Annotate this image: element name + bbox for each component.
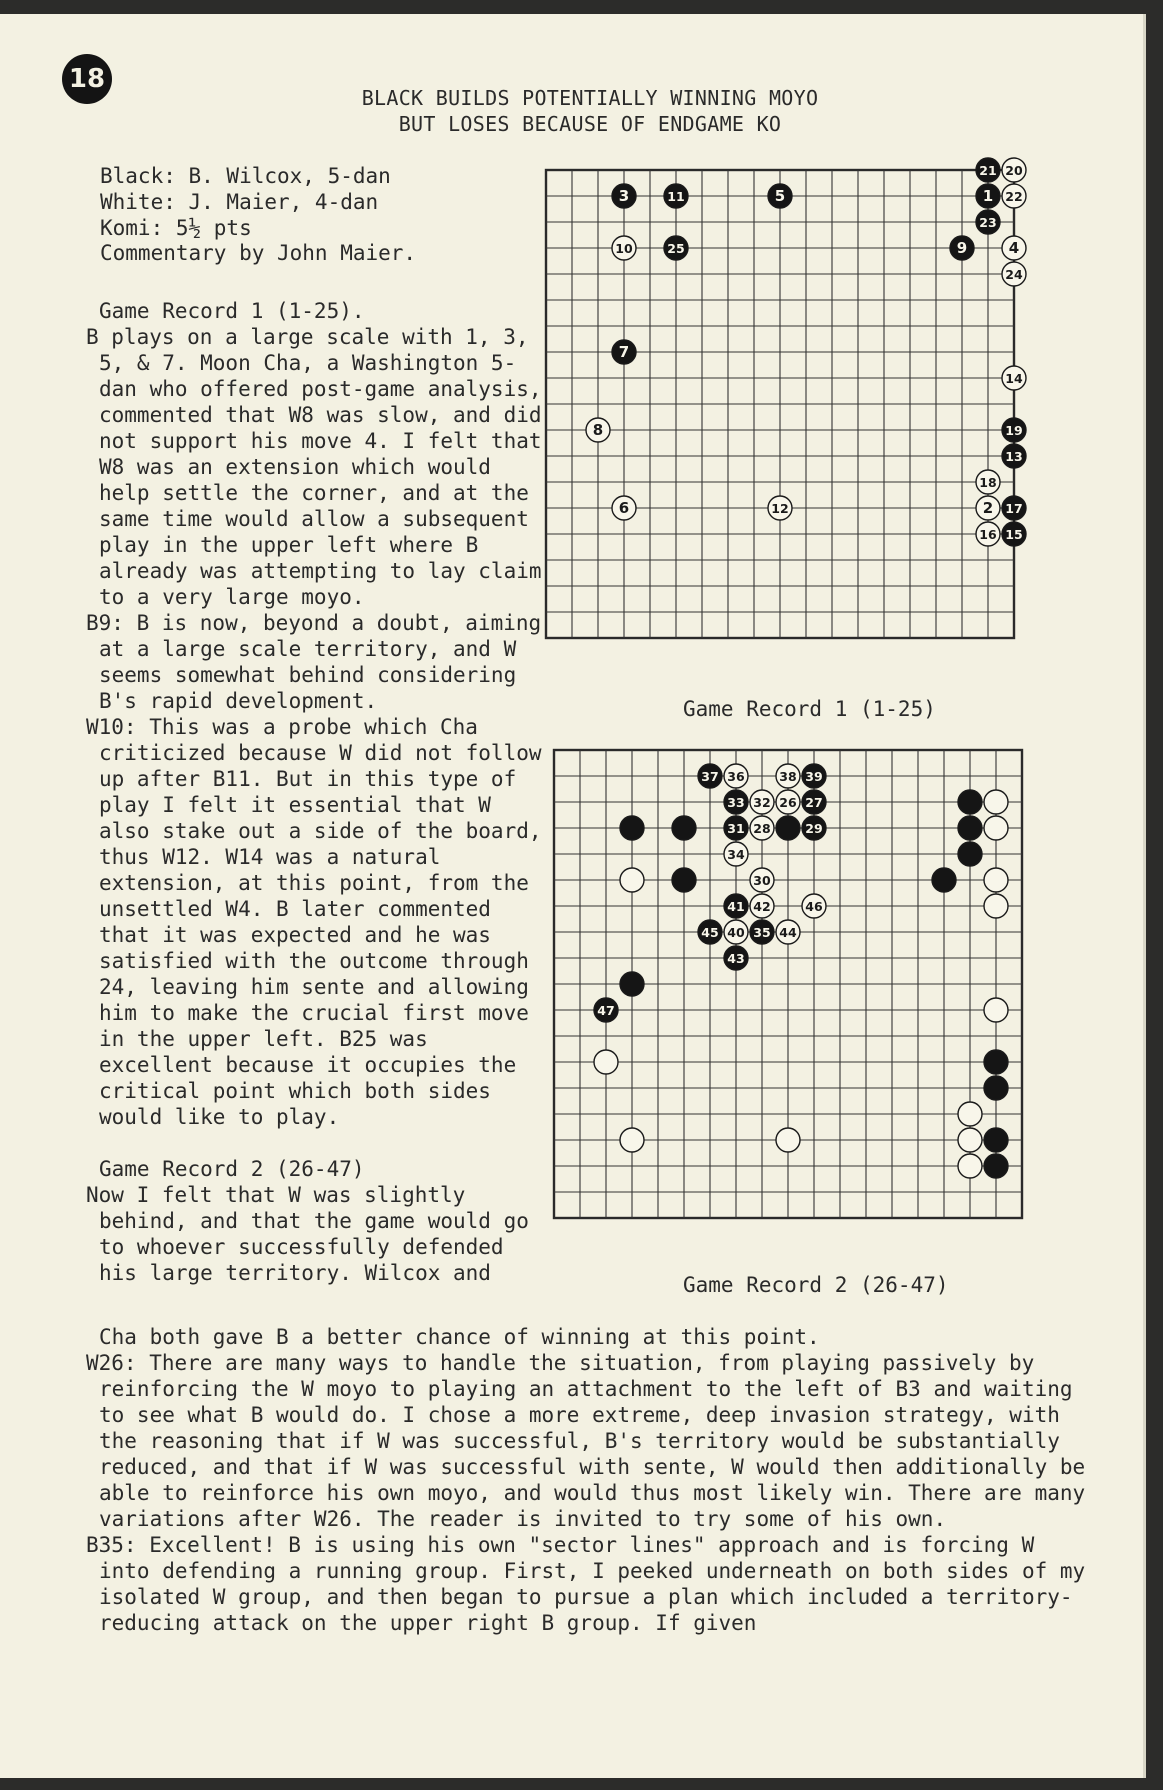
- black-stone-35: [750, 920, 774, 944]
- section-heading-record-1: Game Record 1 (1-25).: [99, 299, 365, 323]
- black-stone: [620, 972, 644, 996]
- move-number: 30: [753, 873, 771, 888]
- white-stone: [984, 790, 1008, 814]
- move-number: 35: [753, 925, 771, 940]
- white-stone-18: [976, 470, 1000, 494]
- move-number: 10: [615, 241, 633, 256]
- white-stone: [984, 816, 1008, 840]
- move-number: 36: [727, 769, 745, 784]
- white-stone-12: [768, 496, 792, 520]
- black-stone-1: [976, 184, 1000, 208]
- white-stone: [958, 1102, 982, 1126]
- move-number: 21: [979, 163, 997, 178]
- move-number: 27: [805, 795, 823, 810]
- move-number: 31: [727, 821, 745, 836]
- black-stone: [958, 842, 982, 866]
- paragraph-now: Now I felt that W was slightly behind, and that the game would go to whoever successfully defended his large territory. Wilcox and: [86, 1183, 529, 1285]
- black-stone-39: [802, 764, 826, 788]
- black-stone-7: [612, 340, 636, 364]
- black-stone: [620, 816, 644, 840]
- section-heading-record-2: Game Record 2 (26-47): [99, 1157, 365, 1181]
- move-number: 11: [667, 189, 685, 204]
- commentary-full-width: [86, 1324, 1086, 1636]
- white-stone: [594, 1050, 618, 1074]
- diagram-caption-2: Game Record 2 (26-47): [683, 1273, 949, 1297]
- move-number: 12: [771, 501, 789, 516]
- move-number: 1: [982, 187, 994, 205]
- move-number: 20: [1005, 163, 1023, 178]
- black-stone-27: [802, 790, 826, 814]
- move-number: 28: [753, 821, 771, 836]
- white-stone-24: [1002, 262, 1026, 286]
- black-stone-43: [724, 946, 748, 970]
- go-board-record-1: [540, 163, 1023, 644]
- black-stone: [776, 816, 800, 840]
- move-number: 46: [805, 899, 823, 914]
- move-number: 16: [979, 527, 997, 542]
- black-stone-21: [976, 158, 1000, 182]
- go-board-record-2: [548, 744, 1028, 1224]
- move-number: 17: [1005, 501, 1023, 516]
- move-number: 42: [753, 899, 771, 914]
- black-stone-29: [802, 816, 826, 840]
- black-stone-19: [1002, 418, 1026, 442]
- white-stone-20: [1002, 158, 1026, 182]
- move-number: 41: [727, 899, 745, 914]
- black-stone-13: [1002, 444, 1026, 468]
- paragraph-b9: B9: B is now, beyond a doubt, aiming at a large scale territory, and W seems somewhat behind considering B's rapid development.: [86, 611, 542, 713]
- move-number: 32: [753, 795, 771, 810]
- white-stone-28: [750, 816, 774, 840]
- move-number: 45: [701, 925, 719, 940]
- white-stone-40: [724, 920, 748, 944]
- page-title-line-2: BUT LOSES BECAUSE OF ENDGAME KO: [398, 112, 782, 136]
- black-stone-45: [698, 920, 722, 944]
- black-stone-17: [1002, 496, 1026, 520]
- white-stone: [984, 998, 1008, 1022]
- black-stone-23: [976, 210, 1000, 234]
- paragraph-w26: W26: There are many ways to handle the situation, from playing passively by reinforcing the W moyo to playing an attachment to the left of B3 and waiting to see what B would do. I chose a more extreme, deep invasion strategy, with the reasoning that if W was successful, B's territory would be substantially reduced, and that if W was successful with sente, W would then additionally be able to reinforce his own moyo, and would thus most likely win. There are many variations after W26. The reader is invited to try some of his own.: [86, 1351, 1086, 1531]
- black-stone: [984, 1076, 1008, 1100]
- move-number: 2: [982, 499, 994, 517]
- black-stone-31: [724, 816, 748, 840]
- commentary-column: [86, 298, 546, 1286]
- move-number: 47: [597, 1003, 615, 1018]
- black-stone-47: [594, 998, 618, 1022]
- black-stone: [984, 1154, 1008, 1178]
- black-stone: [958, 816, 982, 840]
- game-info: [100, 164, 416, 267]
- white-stone-42: [750, 894, 774, 918]
- white-stone-22: [1002, 184, 1026, 208]
- move-number: 18: [979, 475, 997, 490]
- paragraph-w10: W10: This was a probe which Cha criticized because W did not follow up after B11. But in this type of play I felt it essential that W also stake out a side of the board, thus W12. W14 was a natural extension, at this point, from the unsettled W4. B later commented that it was expected and he was satisfied with the outcome through 24, leaving him sente and allowing him to make the crucial first move in the upper left. B25 was excellent because it occupies the critical point which both sides would like to play.: [86, 715, 542, 1129]
- move-number: 14: [1005, 371, 1023, 386]
- page-number-badge: 18: [62, 54, 112, 104]
- black-stone-3: [612, 184, 636, 208]
- black-stone-9: [950, 236, 974, 260]
- paragraph-now-continued: Cha both gave B a better chance of winning at this point.: [99, 1325, 820, 1349]
- black-stone: [672, 816, 696, 840]
- move-number: 37: [701, 769, 719, 784]
- black-stone: [958, 790, 982, 814]
- move-number: 19: [1005, 423, 1023, 438]
- white-stone: [620, 1128, 644, 1152]
- white-stone: [984, 894, 1008, 918]
- paragraph-b35: B35: Excellent! B is using his own "sector lines" approach and is forcing W into defending a running group. First, I peeked underneath on both sides of my isolated W group, and then began to pursue a plan which included a territory-reducing attack on the upper right B group. If given: [86, 1533, 1086, 1635]
- white-stone-10: [612, 236, 636, 260]
- white-stone-2: [976, 496, 1000, 520]
- move-number: 6: [618, 499, 630, 517]
- white-stone-16: [976, 522, 1000, 546]
- white-stone-46: [802, 894, 826, 918]
- black-stone: [932, 868, 956, 892]
- white-stone: [958, 1128, 982, 1152]
- move-number: 9: [956, 239, 968, 257]
- white-stone-34: [724, 842, 748, 866]
- white-stone: [776, 1128, 800, 1152]
- commentary-credit: Commentary by John Maier.: [100, 241, 417, 266]
- move-number: 34: [727, 847, 745, 862]
- move-number: 24: [1005, 267, 1023, 282]
- move-number: 23: [979, 215, 997, 230]
- white-stone-4: [1002, 236, 1026, 260]
- move-number: 39: [805, 769, 823, 784]
- white-stone: [958, 1154, 982, 1178]
- white-stone-38: [776, 764, 800, 788]
- page-title-line-1: BLACK BUILDS POTENTIALLY WINNING MOYO: [361, 86, 819, 110]
- white-stone-32: [750, 790, 774, 814]
- white-stone-14: [1002, 366, 1026, 390]
- move-number: 40: [727, 925, 745, 940]
- paragraph-opening: B plays on a large scale with 1, 3, 5, & 7. Moon Cha, a Washington 5-dan who offered post-game analysis, commented that W8 was slow, and did not support his move 4. I felt that W8 was an extension which would help settle the corner, and at the same time would allow a subsequent play in the upper left where B already was attempting to lay claim to a very large moyo.: [86, 325, 542, 609]
- move-number: 4: [1008, 239, 1020, 257]
- black-stone-41: [724, 894, 748, 918]
- move-number: 22: [1005, 189, 1023, 204]
- white-stone-8: [586, 418, 610, 442]
- move-number: 26: [779, 795, 797, 810]
- white-stone: [620, 868, 644, 892]
- move-number: 3: [618, 187, 630, 205]
- diagram-caption-1: Game Record 1 (1-25): [683, 697, 936, 721]
- black-stone: [984, 1050, 1008, 1074]
- white-stone-36: [724, 764, 748, 788]
- white-stone-26: [776, 790, 800, 814]
- white-stone: [984, 868, 1008, 892]
- move-number: 8: [592, 421, 604, 439]
- move-number: 44: [779, 925, 797, 940]
- komi: Komi: 5½ pts: [100, 215, 252, 240]
- black-stone-25: [664, 236, 688, 260]
- move-number: 33: [727, 795, 745, 810]
- move-number: 43: [727, 951, 745, 966]
- book-page: [0, 14, 1146, 1778]
- move-number: 38: [779, 769, 797, 784]
- move-number: 7: [618, 343, 630, 361]
- white-stone-30: [750, 868, 774, 892]
- move-number: 5: [774, 187, 786, 205]
- black-stone-37: [698, 764, 722, 788]
- move-number: 15: [1005, 527, 1023, 542]
- black-stone: [672, 868, 696, 892]
- move-number: 25: [667, 241, 685, 256]
- move-number: 13: [1005, 449, 1023, 464]
- black-stone: [984, 1128, 1008, 1152]
- white-player: White: J. Maier, 4-dan: [100, 189, 379, 214]
- black-stone-15: [1002, 522, 1026, 546]
- black-player: Black: B. Wilcox, 5-dan: [100, 164, 391, 188]
- black-stone-33: [724, 790, 748, 814]
- move-number: 29: [805, 821, 823, 836]
- black-stone-5: [768, 184, 792, 208]
- white-stone-6: [612, 496, 636, 520]
- white-stone-44: [776, 920, 800, 944]
- black-stone-11: [664, 184, 688, 208]
